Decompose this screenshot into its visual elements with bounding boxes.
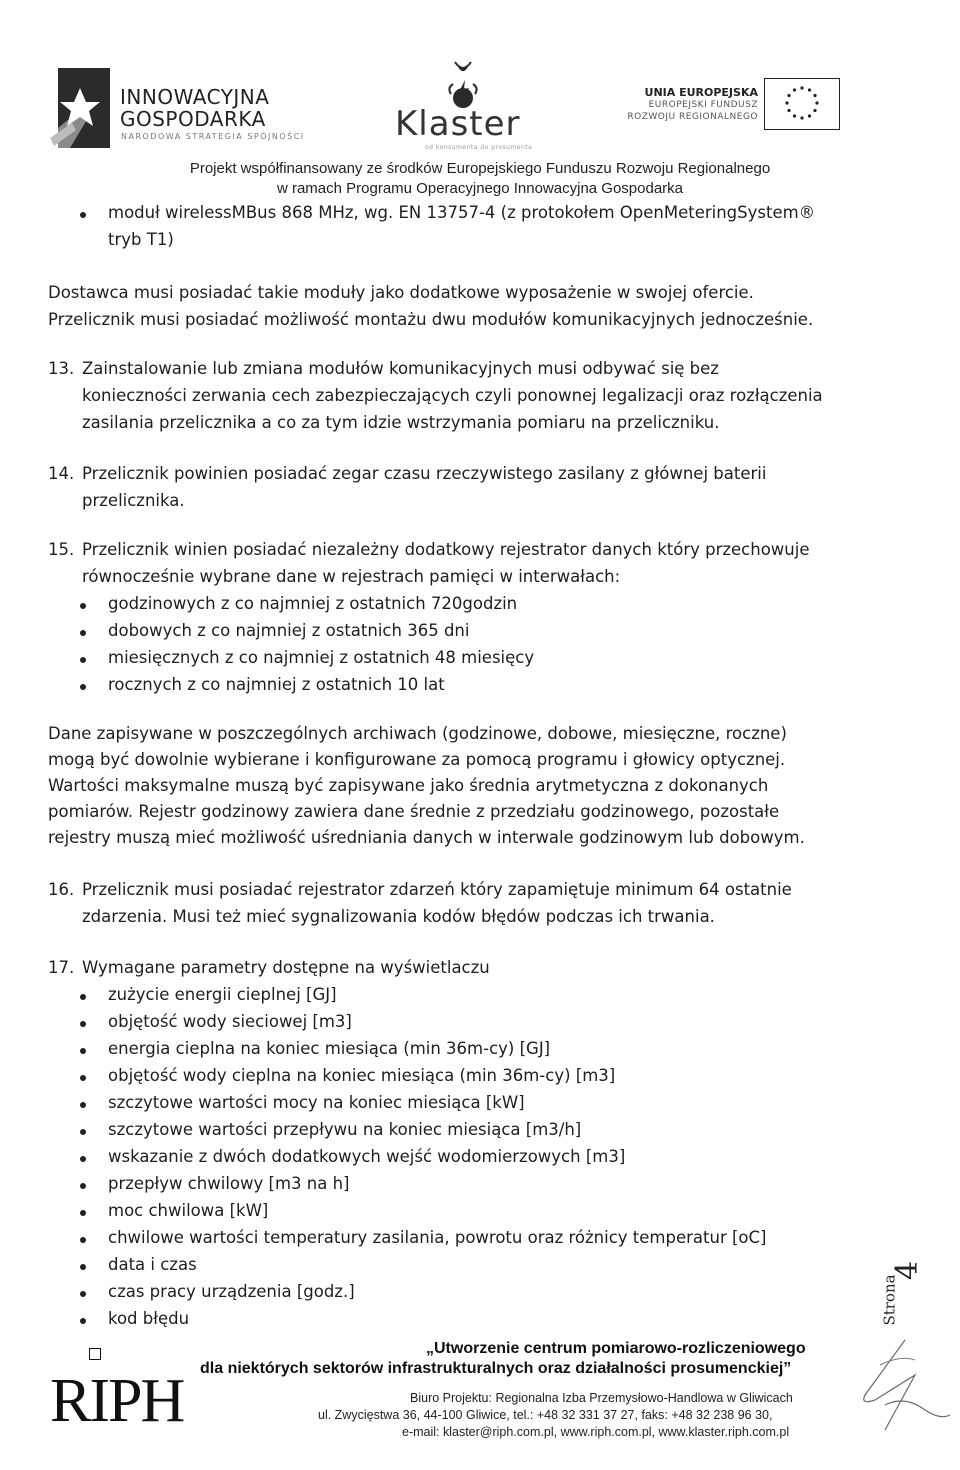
point-14-line1: Przelicznik powinien posiadać zegar czasu rzeczywistego zasilany z głównej baterii <box>82 464 767 483</box>
list-item: wskazanie z dwóch dodatkowych wejść wodomierzowych [m3] <box>108 1147 626 1166</box>
dane-line1: Dane zapisywane w poszczególnych archiwach (godzinowe, dobowe, miesięczne, roczne) <box>48 724 787 743</box>
innowacyjna-gospodarka-logo <box>50 60 350 155</box>
point-14-number: 14. <box>48 464 75 483</box>
eu-title: UNIA EUROPEJSKA <box>644 86 758 99</box>
point-13-line3: zasilania przelicznika a co za tym idzie wstrzymania pomiaru na przeliczniku. <box>82 413 720 432</box>
bullet-wmbus-line1: moduł wirelessMBus 868 MHz, wg. EN 13757-4 (z protokołem OpenMeteringSystem® <box>108 203 816 222</box>
list-item: kod błędu <box>108 1309 190 1328</box>
footer-email: e-mail: klaster@riph.com.pl, www.riph.com.pl, www.klaster.riph.com.pl <box>402 1425 790 1439</box>
point-17-line1: Wymagane parametry dostępne na wyświetlaczu <box>82 958 490 977</box>
innowacyjna-subtitle: NARODOWA STRATEGIA SPÓJNOŚCI <box>121 132 305 141</box>
riph-logo-square-icon <box>89 1348 101 1360</box>
footer-title-line2: dla niektórych sektorów infrastrukturalnych oraz działalności prosumenckiej” <box>200 1360 792 1377</box>
dane-line2: mogą być dowolnie wybierane i konfigurowane za pomocą programu i głowicy optycznej. <box>48 750 786 769</box>
innowacyjna-title-line2: GOSPODARKA <box>120 107 266 131</box>
list-item: moc chwilowa [kW] <box>108 1201 269 1220</box>
point-15-number: 15. <box>48 540 75 559</box>
dostawca-line2: Przelicznik musi posiadać możliwość montażu dwu modułów komunikacyjnych jednocześnie. <box>48 310 814 329</box>
point-13-line1: Zainstalowanie lub zmiana modułów komunikacyjnych musi odbywać się bez <box>82 359 719 378</box>
project-funding-line2: w ramach Programu Operacyjnego Innowacyjna Gospodarka <box>276 180 684 197</box>
list-item: godzinowych z co najmniej z ostatnich 720godzin <box>108 594 518 613</box>
list-item: szczytowe wartości mocy na koniec miesiąca [kW] <box>108 1093 525 1112</box>
footer-title-line1: „Utworzenie centrum pomiarowo-rozliczeniowego <box>426 1340 806 1357</box>
innowacyjna-title-line1: INNOWACYJNA <box>120 85 270 109</box>
list-item: miesięcznych z co najmniej z ostatnich 48 miesięcy <box>108 648 535 667</box>
dane-line3: Wartości maksymalne muszą być zapisywane jako średnia arytmetyczna z dokonanych <box>48 776 769 795</box>
list-item: zużycie energii cieplnej [GJ] <box>108 985 337 1004</box>
page-number-value: 4 <box>890 1260 926 1281</box>
point-15-line1: Przelicznik winien posiadać niezależny dodatkowy rejestrator danych który przechowuje <box>82 540 810 559</box>
point-16-number: 16. <box>48 880 75 899</box>
list-item: rocznych z co najmniej z ostatnich 10 lat <box>108 675 445 694</box>
project-funding-line1: Projekt współfinansowany ze środków Europejskiego Funduszu Rozwoju Regionalnego <box>189 160 771 177</box>
list-item: data i czas <box>108 1255 197 1274</box>
eu-fund-line2: ROZWOJU REGIONALNEGO <box>627 112 758 122</box>
list-item: energia cieplna na koniec miesiąca (min 36m-cy) [GJ] <box>108 1039 551 1058</box>
list-item: szczytowe wartości przepływu na koniec miesiąca [m3/h] <box>108 1120 582 1139</box>
dane-line5: rejestry muszą mieć możliwość uśredniania danych w interwale godzinowym lub dobowym. <box>48 828 805 847</box>
list-item: chwilowe wartości temperatury zasilania, powrotu oraz różnicy temperatur [oC] <box>108 1228 767 1247</box>
point-13-number: 13. <box>48 359 75 378</box>
handwritten-signature-icon <box>845 1335 955 1435</box>
eu-logo <box>600 78 840 133</box>
riph-logo-text: RIPH <box>50 1367 184 1435</box>
point-16-line2: zdarzenia. Musi też mieć sygnalizowania kodów błędów podczas ich trwania. <box>82 907 715 926</box>
point-13-line2: konieczności zerwania cech zabezpieczających czyli ponownej legalizacji oraz rozłączenia <box>82 386 823 405</box>
eu-fund-line1: EUROPEJSKI FUNDUSZ <box>648 100 758 110</box>
eu-flag-icon <box>764 78 840 130</box>
dane-line4: pomiarów. Rejestr godzinowy zawiera dane średnie z przedziału godzinowego, pozostałe <box>48 802 780 821</box>
klaster-tagline: od konsumenta do prosumenta <box>425 144 533 151</box>
dostawca-line1: Dostawca musi posiadać takie moduły jako dodatkowe wyposażenie w swojej ofercie. <box>48 283 754 302</box>
innowacyjna-gospodarka-mark-icon <box>50 68 110 148</box>
list-item: objętość wody cieplna na koniec miesiąca (min 36m-cy) [m3] <box>108 1066 616 1085</box>
list-item: czas pracy urządzenia [godz.] <box>108 1282 355 1301</box>
page-number-label: Strona <box>880 1274 899 1326</box>
point-15-line2: równocześnie wybrane dane w rejestrach pamięci w interwałach: <box>82 567 621 586</box>
list-item: objętość wody sieciowej [m3] <box>108 1012 352 1031</box>
point-17-number: 17. <box>48 958 75 977</box>
riph-logo <box>50 1348 184 1438</box>
page-number <box>880 1260 928 1345</box>
list-item: przepływ chwilowy [m3 na h] <box>108 1174 350 1193</box>
klaster-wordmark: Klaster <box>395 104 521 144</box>
footer-biuro: Biuro Projektu: Regionalna Izba Przemysłowo-Handlowa w Gliwicach <box>410 1391 793 1405</box>
footer-address: ul. Zwycięstwa 36, 44-100 Gliwice, tel.: +48 32 331 37 27, faks: +48 32 238 96 30, <box>318 1408 773 1422</box>
klaster-logo <box>395 60 535 150</box>
point-14-line2: przelicznika. <box>82 491 185 510</box>
point-16-line1: Przelicznik musi posiadać rejestrator zdarzeń który zapamiętuje minimum 64 ostatnie <box>82 880 792 899</box>
bullet-wmbus-line2: tryb T1) <box>108 230 174 249</box>
list-item: dobowych z co najmniej z ostatnich 365 dni <box>108 621 470 640</box>
